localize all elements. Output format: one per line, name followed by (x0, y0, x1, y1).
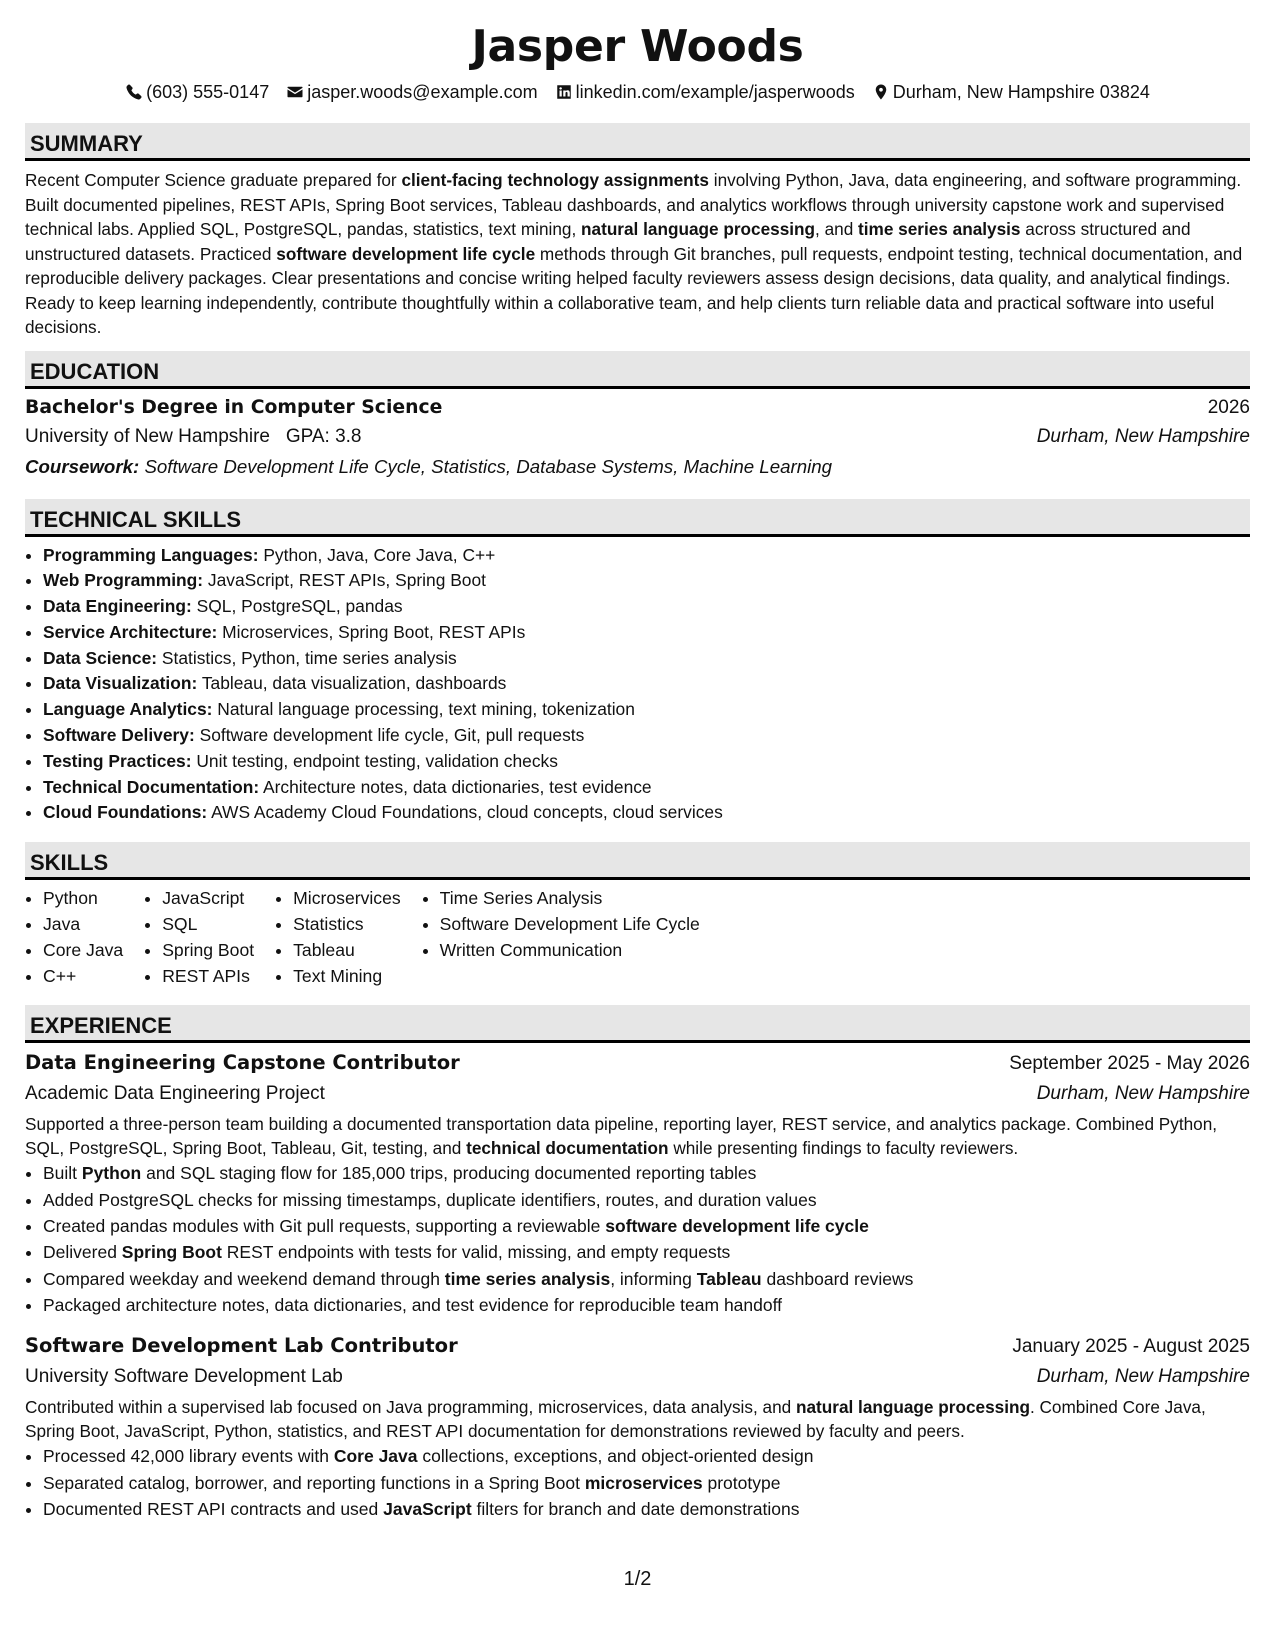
summary-section (25, 123, 1250, 340)
skill-category: Service Architecture: (43, 621, 218, 642)
list-item: • REST APIs (162, 964, 254, 990)
list-item (43, 620, 1250, 646)
summary-highlight: software development life cycle (276, 243, 536, 264)
skill-values: Natural language processing, text mining, tokenization (217, 699, 635, 720)
job-intro-part: . Combined Core Java, Spring Boot, JavaScript, Python, statistics, and REST API documentation for demonstrations reviewed by faculty and peers. (25, 1397, 1206, 1442)
school-location: Durham, New Hampshire (1036, 425, 1250, 447)
technical-skills-section (25, 499, 1250, 827)
skill-category: Testing Practices: (43, 750, 192, 771)
bullet-highlight: Tableau (696, 1268, 762, 1289)
location-icon (872, 83, 890, 101)
bullet-text: Documented REST API contracts and used (43, 1498, 384, 1519)
graduation-year: 2026 (1207, 396, 1250, 418)
email-icon (286, 83, 304, 101)
list-item: • Python (43, 886, 123, 912)
skill-values: Microservices, Spring Boot, REST APIs (222, 621, 526, 642)
list-item (43, 1470, 1250, 1496)
job-bullets (25, 1443, 1250, 1522)
bullet-highlight: software development life cycle (605, 1216, 869, 1237)
summary-text-part: , and (815, 219, 859, 239)
job-org-row (25, 1079, 1250, 1109)
bullet-text: Packaged architecture notes, data dictionaries, and test evidence for reproducible team handoff (43, 1294, 783, 1315)
job-dates: September 2025 - May 2026 (1009, 1053, 1250, 1075)
contact-bar (25, 80, 1250, 104)
email-contact[interactable] (286, 80, 537, 104)
technical-skills-heading: TECHNICAL SKILLS (25, 499, 1250, 537)
list-item: • Java (43, 912, 123, 938)
list-item: • Software Development Life Cycle (440, 912, 700, 938)
coursework-list: Software Development Life Cycle, Statistics, Database Systems, Machine Learning (144, 455, 833, 477)
skill-values: AWS Academy Cloud Foundations, cloud concepts, cloud services (211, 802, 723, 823)
skills-column (144, 886, 254, 989)
bullet-highlight: Python (81, 1163, 142, 1184)
list-item: • Time Series Analysis (440, 886, 700, 912)
skill-category: Data Visualization: (43, 673, 198, 694)
experience-heading: EXPERIENCE (25, 1005, 1250, 1043)
bullet-text: prototype (702, 1472, 781, 1493)
list-item: • Core Java (43, 938, 123, 964)
technical-skills-list (25, 543, 1250, 827)
job-header-row (25, 1048, 1250, 1079)
bullet-text: collections, exceptions, and object-oriented design (417, 1446, 814, 1467)
experience-entry (25, 1048, 1250, 1318)
skill-values: Software development life cycle, Git, pull requests (199, 725, 585, 746)
bullet-text: Built (43, 1163, 82, 1184)
job-intro-highlight: natural language processing (795, 1397, 1030, 1418)
list-item: • SQL (162, 912, 254, 938)
skills-column (422, 886, 700, 989)
list-item: • Microservices (293, 886, 401, 912)
skills-section (25, 842, 1250, 989)
summary-highlight: natural language processing (581, 219, 816, 239)
list-item (43, 723, 1250, 749)
job-intro (25, 1395, 1250, 1443)
skill-category: Software Delivery: (43, 725, 195, 746)
list-item (43, 1292, 1250, 1318)
summary-text-part: involving Python, Java, data engineering, and software programming. Built documented pipelines, REST APIs, Spring Boot services, Tableau dashboards, and analytics workflows through university capstone work and supervised technical labs. Applied SQL, PostgreSQL, pandas, statistics, text mining, (25, 170, 1242, 239)
coursework-label: Coursework: (25, 455, 140, 477)
list-item (43, 697, 1250, 723)
bullet-text: Delivered (43, 1242, 122, 1263)
gpa: GPA: 3.8 (285, 425, 362, 447)
summary-text (25, 168, 1250, 340)
skill-values: Architecture notes, data dictionaries, test evidence (263, 776, 652, 797)
summary-text-part: across structured and unstructured datasets. Practiced (25, 219, 1191, 264)
list-item (43, 1239, 1250, 1265)
skills-column (275, 886, 401, 989)
job-intro-highlight: technical documentation (466, 1138, 669, 1159)
job-organization: University Software Development Lab (25, 1366, 343, 1388)
job-intro-part: Contributed within a supervised lab focused on Java programming, microservices, data analysis, and (25, 1397, 796, 1418)
skill-category: Language Analytics: (43, 699, 213, 720)
bullet-text: Created pandas modules with Git pull requests, supporting a reviewable (43, 1216, 606, 1237)
list-item: • Text Mining (293, 964, 401, 990)
job-title: Data Engineering Capstone Contributor (25, 1051, 460, 1075)
bullet-text: and SQL staging flow for 185,000 trips, producing documented reporting tables (141, 1163, 757, 1184)
list-item (43, 1160, 1250, 1186)
linkedin-contact[interactable] (555, 80, 855, 104)
list-item (43, 800, 1250, 826)
list-item: • Spring Boot (162, 938, 254, 964)
job-dates: January 2025 - August 2025 (1012, 1336, 1250, 1358)
school-row (25, 422, 1250, 452)
bullet-text: REST endpoints with tests for valid, missing, and empty requests (221, 1242, 731, 1263)
skill-category: Programming Languages: (43, 544, 259, 565)
bullet-text: dashboard reviews (761, 1268, 914, 1289)
job-location: Durham, New Hampshire (1036, 1366, 1250, 1388)
location-text: Durham, New Hampshire 03824 (892, 82, 1150, 102)
skill-category: Technical Documentation: (43, 776, 260, 797)
skills-column (25, 886, 123, 989)
list-item (43, 646, 1250, 672)
skills-heading: SKILLS (25, 842, 1250, 880)
skill-values: Statistics, Python, time series analysis (161, 647, 457, 668)
education-section (25, 351, 1250, 482)
bullet-text: Separated catalog, borrower, and reporting functions in a Spring Boot (43, 1472, 585, 1493)
list-item (43, 749, 1250, 775)
job-location: Durham, New Hampshire (1036, 1083, 1250, 1105)
candidate-name: Jasper Woods (471, 21, 804, 72)
list-item (43, 1187, 1250, 1213)
list-item (43, 1496, 1250, 1522)
bullet-text: Added PostgreSQL checks for missing timestamps, duplicate identifiers, routes, and duration values (43, 1189, 817, 1210)
list-item: • JavaScript (162, 886, 254, 912)
phone-number: (603) 555-0147 (146, 82, 270, 102)
bullet-highlight: JavaScript (383, 1498, 472, 1519)
list-item (43, 671, 1250, 697)
job-bullets (25, 1160, 1250, 1318)
job-intro-part: while presenting findings to faculty reviewers. (668, 1138, 1019, 1159)
bullet-text: Compared weekday and weekend demand through (43, 1268, 445, 1289)
job-header-row (25, 1331, 1250, 1362)
bullet-highlight: microservices (584, 1472, 703, 1493)
job-intro-part: Supported a three-person team building a documented transportation data pipeline, reporting layer, REST service, and analytics package. Combined Python, SQL, PostgreSQL, Spring Boot, Tableau, Git, testing, and (25, 1114, 1218, 1159)
skill-values: Tableau, data visualization, dashboards (201, 673, 507, 694)
resume-page (25, 18, 1250, 1522)
job-title: Software Development Lab Contributor (25, 1334, 458, 1358)
skill-values: Python, Java, Core Java, C++ (263, 544, 496, 565)
summary-heading: SUMMARY (25, 123, 1250, 161)
skill-values: Unit testing, endpoint testing, validation checks (196, 750, 558, 771)
page-number: 1/2 (623, 1568, 652, 1590)
skills-grid (25, 886, 1250, 989)
list-item (43, 1213, 1250, 1239)
bullet-highlight: time series analysis (444, 1268, 611, 1289)
degree-title: Bachelor's Degree in Computer Science (25, 396, 443, 418)
bullet-highlight: Spring Boot (121, 1242, 222, 1263)
degree-row (25, 394, 1250, 422)
experience-entry (25, 1331, 1250, 1522)
skill-values: SQL, PostgreSQL, pandas (196, 596, 403, 617)
job-org-row (25, 1362, 1250, 1392)
summary-text-part: Recent Computer Science graduate prepared for (25, 170, 402, 190)
summary-text-part: methods through Git branches, pull requests, endpoint testing, technical documentation, and reproducible delivery packages. Clear presentations and concise writing helped faculty reviewers assess design decisions, data quality, and analytical findings. Ready to keep learning independently, contribute thoughtfully within a collaborative team, and help clients turn reliable data and practical software into useful decisions. (25, 243, 1243, 337)
list-item: • Statistics (293, 912, 401, 938)
list-item (43, 1443, 1250, 1469)
experience-section (25, 1005, 1250, 1522)
list-item: • Tableau (293, 938, 401, 964)
bullet-text: filters for branch and date demonstrations (471, 1498, 800, 1519)
education-heading: EDUCATION (25, 351, 1250, 389)
school-name: University of New Hampshire (25, 425, 270, 447)
skill-category: Data Science: (43, 647, 158, 668)
location-contact (872, 80, 1150, 104)
job-intro (25, 1112, 1250, 1160)
list-item: • C++ (43, 964, 123, 990)
skill-category: Cloud Foundations: (43, 802, 208, 823)
job-organization: Academic Data Engineering Project (25, 1083, 325, 1105)
bullet-highlight: Core Java (333, 1446, 418, 1467)
list-item (43, 594, 1250, 620)
coursework-line (25, 452, 1250, 482)
list-item (43, 775, 1250, 801)
school-info (25, 422, 362, 452)
list-item: • Written Communication (440, 938, 700, 964)
summary-highlight: time series analysis (858, 219, 1021, 239)
linkedin-icon (555, 83, 573, 101)
bullet-text: Processed 42,000 library events with (43, 1446, 334, 1467)
skill-category: Web Programming: (43, 570, 204, 591)
bullet-text: , informing (610, 1268, 697, 1289)
list-item (43, 1266, 1250, 1292)
skill-category: Data Engineering: (43, 596, 192, 617)
list-item (43, 568, 1250, 594)
phone-contact (125, 80, 269, 104)
skill-values: JavaScript, REST APIs, Spring Boot (207, 570, 486, 591)
email-link[interactable]: jasper.woods@example.com (307, 82, 538, 102)
phone-icon (125, 83, 143, 101)
linkedin-link[interactable]: linkedin.com/example/jasperwoods (575, 82, 855, 102)
summary-highlight: client-facing technology assignments (401, 170, 709, 190)
list-item (43, 543, 1250, 569)
